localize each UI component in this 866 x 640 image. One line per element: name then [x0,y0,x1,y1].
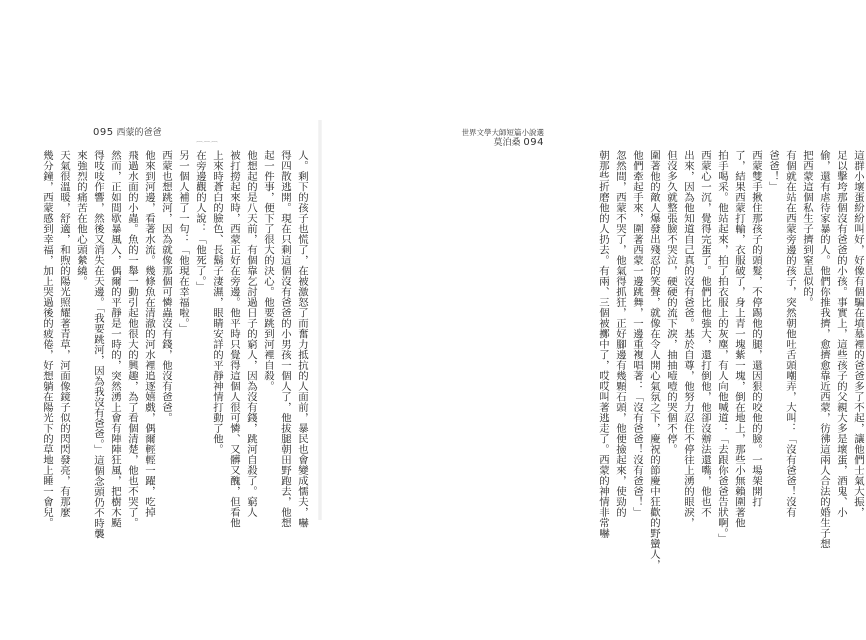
text-column: 在旁邊觀的人說：「他死了。」 [194,150,206,292]
text-column: 天氣很溫暖，舒適，和煦的陽光照耀著青草，河面像鏡子似的閃閃發亮，有那麼 [58,150,70,518]
text-column: 得吱吱作響，然後又消失在天邊。「我要跳河，因為我沒有爸爸。」這個念頭仍不時襲 [92,150,104,539]
right-page [320,0,864,640]
text-column: 人。剩下的孩子也慌了，在被激怒了而奮力抵抗的人面前，暴民也會變成懦夫，嚇 [296,150,308,528]
text-column: 這群小壞蛋紛紛叫好，好像有個騙在墳墓裡的爸爸多了不起，讓他們士氣大振， [852,150,864,518]
text-column: 他來到河邊，看著水流。幾條魚在清澈的河水裡追逐嬉戲，偶爾輕輕一躍，吃掉 [143,150,155,518]
text-column: 幾分鐘，西蒙感到幸福，加上哭過後的疲倦，好想躺在陽光下的草地上睡一會兒。 [41,150,53,528]
left-page [0,0,320,640]
right-page-body-text [597,150,866,570]
text-column: 上來時蒼白的臉色、長鬍子淒濕，眼睛安詳的平靜神情打動了他。 [211,150,223,455]
text-column: 飛過水面的小蟲。魚的一舉一動引起他很大的興趣，為了看個清楚，他也不哭了。 [126,150,138,528]
text-column: 西蒙也想跳河，因為就像那個可憐蟲沒有錢，他沒有爸爸。 [160,150,172,423]
left-page-header [93,128,161,138]
text-column: 了，結果西蒙打輸，衣服破了，身上青一塊紫一塊，倒在地上，那些小無賴圍著他 [733,150,745,528]
left-page-body-text [41,150,310,539]
text-column: 忽然間，西蒙不哭了，他氣得抓狂，正好腳邊有幾顆石頭，他便撿起來，使勁的 [614,150,626,518]
right-page-number: 094 [523,137,544,148]
text-column: 西蒙心一沉，覺得完蛋了。他們比他強大，還打倒他，他卻沒辦法還嘴，他也不 [699,150,711,518]
text-column: 把西蒙這個私生子擠到窒息似的。 [801,150,813,308]
text-column: 得四散逃開。現在只剩這個沒有爸爸的小男孩一個人了，他拔腿朝田野跑去，他想 [279,150,291,528]
text-column: 出來，因為他知道自己真的沒有爸爸。基於自尊，他努力忍住不停往上湧的眼淚， [682,150,694,528]
text-column: 足以擊垮那個沒有爸爸的小孩。事實上，這些孩子的父親大多是壞蛋，酒鬼、小 [835,150,847,518]
left-page-number: 095 [93,127,114,138]
text-column: 但沒多久就整張臉不哭泣，硬硬的流下淚，抽抽噎噎的哭個不停。 [665,150,677,455]
text-column: 拍手喝采。他站起來，拍了拍衣服上的灰塵，有人向他喊道：「去跟你爸爸告狀啊。」 [716,150,728,544]
text-column: 被打撈起來時，西蒙正好在旁邊。他平時只覺得這個人很可憐、又髒又醜，但看他 [228,150,240,528]
text-column: 偷，還有虐待家暴的人。他們你推我擠，愈擠愈靠近西蒙，彷彿這兩人合法的婚生子想 [818,150,830,549]
text-column: 圍著他的敵人爆發出殘忍的笑聲，就像在令人開心氣氛之下，慶祝的節慶中狂歡的野蠻人， [648,150,660,570]
author-name: 莫泊桑 [493,138,521,148]
text-column: 朝那些折磨他的人扔去。有兩、三個被擲中了，哎哎叫著逃走了。西蒙的神情非常嚇 [597,150,609,539]
right-page-header [462,128,545,148]
series-title: 世界文學大師短篇小說選 [461,128,544,137]
text-column: 爸爸！」 [767,150,779,192]
text-column: 西蒙雙手揪住那孩子的頭髮，不停踢他的腿，還因狠的咬他的臉。一場架開打 [750,150,762,507]
text-column: 另一個人補了一句：「他現在幸福啦。」 [177,150,189,334]
text-column: 然而，正如間歇暴風入，偶爾的平靜是一時的，突然湧上會有陣陣狂風，把樹木颳 [109,150,121,528]
text-column: 起一件事，便下了很大的決心。他要跳到河裡自殺。 [262,150,274,392]
text-column: 他想起的是八天前，有個靠乞討過日子的窮人，因為沒有錢，跳河自殺了。窮人 [245,150,257,518]
publisher-mark-icon: ⌒⌒⌒ [196,141,219,149]
text-column: 來強烈的痛苦在他心頭縈繞。 [75,150,87,287]
text-column: 有個就在站在西蒙旁邊的孩子，突然朝他吐舌頭嘲弄，大叫：「沒有爸爸！沒有 [784,150,796,518]
text-column: 他們牽起手來，圍著西蒙一邊跳舞，一邊重複唱著：「沒有爸爸！沒有爸爸！」 [631,150,643,518]
left-running-title: 西蒙的爸爸 [116,128,162,138]
